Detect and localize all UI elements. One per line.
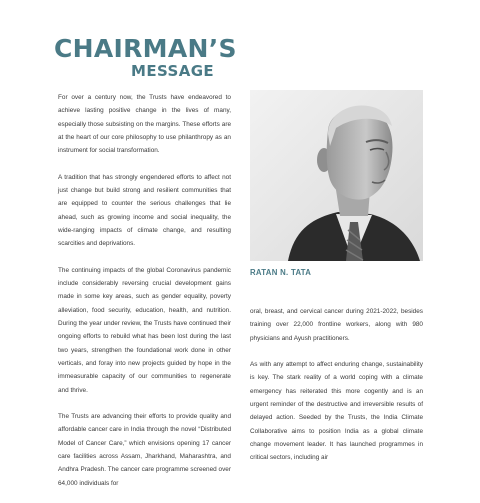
- right-text-column: [250, 305, 423, 478]
- portrait-illustration: [250, 90, 423, 261]
- paragraph: A tradition that has strongly engendered efforts to affect not just change but build strong and resilient communities that are equipped to counter the serious challenges that lie ahead, such as growing income and social inequality, the wide-ranging impacts of climate change, and resulting scarcities and deprivations.: [58, 173, 231, 248]
- paragraph: The continuing impacts of the global Coronavirus pandemic include considerably reversing crucial development gains made in some key areas, such as gender equality, poverty alleviation, food security, education, health, and nutrition. During the year under review, the Trusts have continued their ongoing efforts to rebuild what has been lost during the last two years, strengthen the foundational work done in other verticals, and foray into new projects guided by hope in the immeasurable capacity of our communities to regenerate and thrive.: [58, 266, 231, 394]
- title-line-2: MESSAGE: [131, 62, 215, 80]
- chairman-portrait: [250, 90, 423, 261]
- title-line-1: CHAIRMAN’S: [54, 34, 237, 63]
- portrait-caption: RATAN N. TATA: [250, 268, 312, 277]
- paragraph: For over a century now, the Trusts have endeavored to achieve lasting positive change in the lives of many, especially those subsisting on the margins. These efforts are at the heart of our core philosophy to use philanthropy as an instrument for social transformation.: [58, 94, 231, 155]
- paragraph: As with any attempt to affect enduring change, sustainability is key. The stark reality of a world coping with a climate emergency has reiterated this more cogently and is an urgent reminder of the destructive and irreversible results of delayed action. Seeded by the Trusts, the India Climate Collaborative aims to position India as a global climate change movement leader. It has launched programmes in critical sectors, including air: [250, 361, 423, 462]
- left-text-column: [58, 91, 231, 503]
- paragraph: oral, breast, and cervical cancer during 2021-2022, besides training over 22,000 frontline workers, along with 980 physicians and Ayush practitioners.: [250, 308, 423, 342]
- paragraph: The Trusts are advancing their efforts to provide quality and affordable cancer care in India through the novel “Distributed Model of Cancer Care,” which envisions opening 17 cancer care facilities across Assam, Jharkhand, Maharashtra, and Andhra Pradesh. The cancer care programme screened over 64,000 individuals for: [58, 413, 231, 487]
